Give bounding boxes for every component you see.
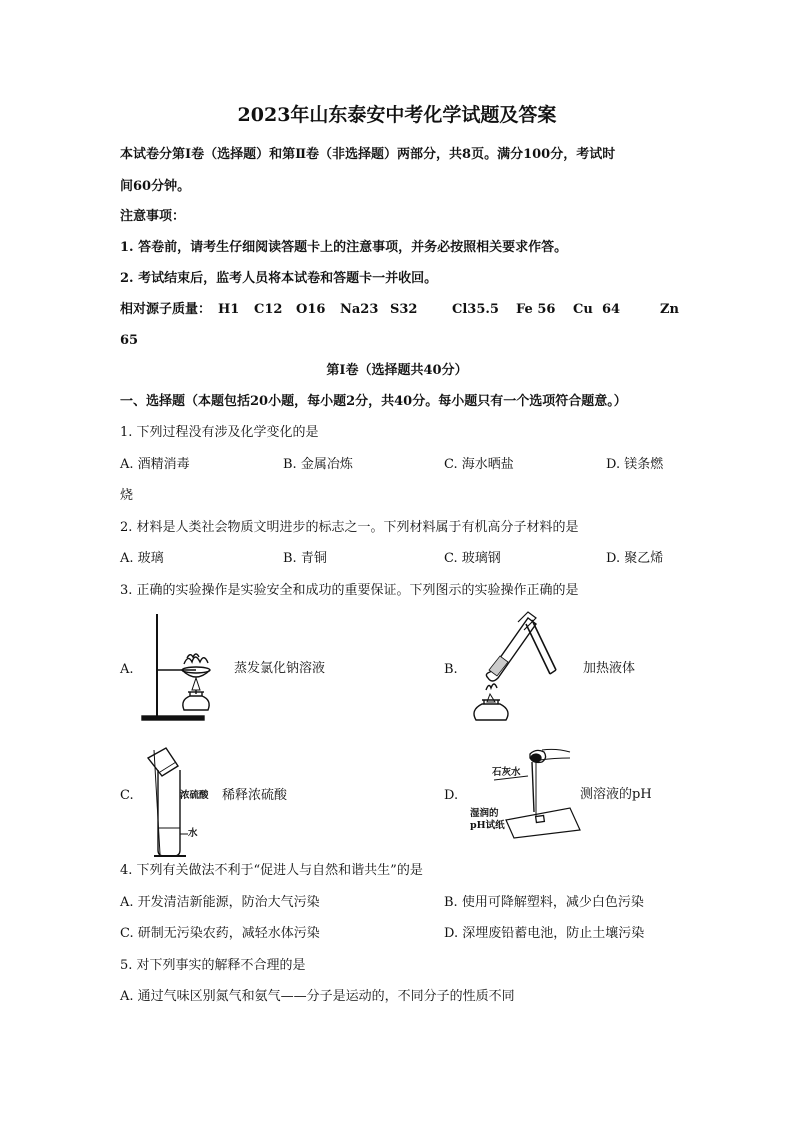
q4-option-c: C. 研制无污染农药，减轻水体污染 [120,926,320,941]
atomic-mass-na: Na23 [340,302,379,317]
q2-option-d: D. 聚乙烯 [606,551,664,566]
q2-option-a: A. 玻璃 [120,551,164,566]
notice-item-1: 1. 答卷前，请考生仔细阅读答题卡上的注意事项，并务必按照相关要求作答。 [120,240,568,255]
atomic-mass-zn-value: 65 [120,333,139,348]
q2-option-b: B. 青铜 [283,551,327,566]
atomic-mass-s: S32 [390,302,418,317]
q2-stem: 2. 材料是人类社会物质文明进步的标志之一。下列材料属于有机高分子材料的是 [120,520,579,535]
q4-option-a: A. 开发清洁新能源，防治大气污染 [120,895,320,910]
figure-acid-label: 浓硫酸 [180,790,209,801]
q3-option-c-letter: C. [120,788,134,803]
q2-option-c: C. 玻璃钢 [444,551,501,566]
q4-stem: 4. 下列有关做法不利于“促进人与自然和谐共生”的是 [120,863,423,878]
q1-option-d: D. 镁条燃 [606,457,664,472]
page-title: 2023年山东泰安中考化学试题及答案 [237,104,557,126]
atomic-mass-fe: Fe 56 [516,302,556,317]
q3-option-b-text: 加热液体 [583,661,636,676]
figure-water-label: 水 [188,828,198,839]
notice-item-2: 2. 考试结束后，监考人员将本试卷和答题卡一并收回。 [120,271,438,286]
atomic-mass-c: C12 [254,302,283,317]
figure-lime-water-label: 石灰水 [492,767,521,778]
q3-stem: 3. 正确的实验操作是实验安全和成功的重要保证。下列图示的实验操作正确的是 [120,583,579,598]
section-1-title: 第Ⅰ卷（选择题共40分） [326,363,468,378]
figure-paper-label-line2: pH试纸 [470,820,505,831]
q3-option-d-letter: D. [444,788,459,803]
q3-option-b-letter: B. [444,662,458,677]
q1-option-c: C. 海水晒盐 [444,457,514,472]
atomic-mass-label: 相对源子质量： [120,302,212,317]
q1-option-b: B. 金属冶炼 [283,457,353,472]
dilute-sulfuric-acid-figure [146,746,196,858]
notice-heading: 注意事项： [120,209,186,224]
intro-line-2: 间60分钟。 [120,179,191,194]
evaporation-apparatus-figure [140,612,232,724]
part-1-heading: 一、选择题（本题包括20小题，每小题2分，共40分。每小题只有一个选项符合题意。） [120,394,627,409]
q4-option-b: B. 使用可降解塑料，减少白色污染 [444,895,644,910]
atomic-mass-h: H1 [218,302,240,317]
q1-option-d-wrap: 烧 [120,488,134,503]
atomic-mass-cu: Cu [573,302,593,317]
q5-stem: 5. 对下列事实的解释不合理的是 [120,958,306,973]
intro-line-1: 本试卷分第Ⅰ卷（选择题）和第Ⅱ卷（非选择题）两部分，共8页。满分100分，考试时 [120,147,616,162]
heating-liquid-figure [462,612,572,724]
q1-stem: 1. 下列过程没有涉及化学变化的是 [120,425,319,440]
atomic-mass-zn: Zn [660,302,679,317]
atomic-mass-o: O16 [296,302,326,317]
atomic-mass-cl: Cl35.5 [452,302,499,317]
q3-option-d-text: 测溶液的pH [580,787,652,802]
q5-option-a: A. 通过气味区别氮气和氨气——分子是运动的，不同分子的性质不同 [120,989,515,1004]
q3-option-a-text: 蒸发氯化钠溶液 [234,661,326,676]
q3-option-c-text: 稀释浓硫酸 [222,788,288,803]
q3-option-a-letter: A. [120,662,134,677]
q4-option-d: D. 深埋废铅蓄电池，防止土壤污染 [444,926,645,941]
atomic-mass-cu-value: 64 [602,302,621,317]
q1-option-a: A. 酒精消毒 [120,457,190,472]
figure-paper-label-line1: 湿润的 [470,808,499,819]
